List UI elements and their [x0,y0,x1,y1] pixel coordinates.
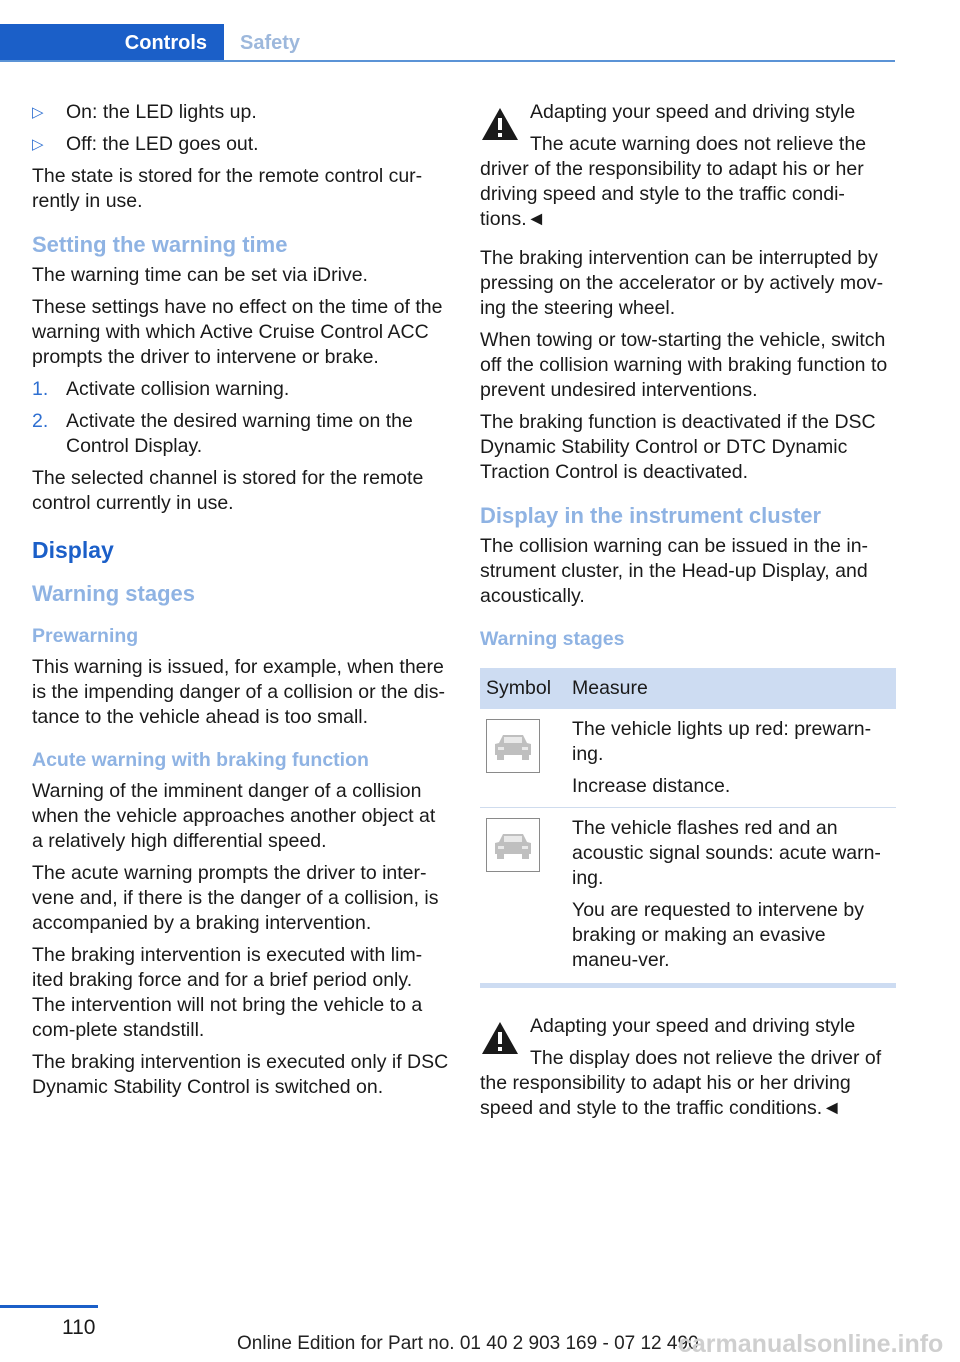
warning-text: The display does not relieve the driver of the responsibility to adapt his or her driving speed and style to the traffic conditions.◄ [480,1047,882,1119]
paragraph: When towing or tow-starting the vehicle, switch off the collision warning with braking function to prevent undesired interventions. [480,329,888,401]
symbol-cell [480,709,566,808]
paragraph: The braking intervention is executed with lim-ited braking force and for a brief period only. The intervention will not bring the vehicle to a com-plete standstill. [32,944,423,1041]
header-tabs [0,24,895,62]
table-row [480,709,896,808]
car-front-icon [486,719,540,773]
heading-warning-stages: Warning stages [32,581,195,606]
watermark: carmanualsonline.info [678,1330,944,1358]
paragraph: The selected channel is stored for the remote control currently in use. [32,467,424,514]
measure-cell: The vehicle lights up red: prewarn-ing. Increase distance. [566,709,896,808]
step-number: 1. [32,378,49,400]
list-item: ▷ Off: the LED goes out. [32,133,259,155]
footer-divider [0,1305,98,1308]
right-column [480,100,896,1135]
triangle-right-icon: ▷ [32,136,44,153]
warning-stages-table [480,668,896,988]
paragraph: Warning of the imminent danger of a collision when the vehicle approaches another object at a relatively high differential speed. [32,780,436,852]
warning-note [480,100,896,232]
heading-warning-stages: Warning stages [480,628,625,650]
list-item: ▷ On: the LED lights up. [32,101,257,123]
warning-text: The acute warning does not relieve the driver of the responsibility to adapt his or her driving speed and style to the traffic condi-tions.◄ [480,133,867,230]
header-divider [0,60,895,62]
step-item: 2. Activate the desired warning time on the Control Display. [32,410,413,457]
paragraph: The braking intervention can be interrupted by pressing on the accelerator or by actively mov-ing the steering wheel. [480,247,884,319]
symbol-cell [480,808,566,986]
paragraph: The braking function is deactivated if the DSC Dynamic Stability Control or DTC Dynamic Traction Control is deactivated. [480,411,876,483]
table-header-row [480,668,896,709]
tab-safety[interactable]: Safety [240,31,301,54]
column-header-measure: Measure [566,668,896,709]
tab-controls[interactable]: Controls [0,24,224,62]
column-header-symbol: Symbol [480,668,566,709]
warning-triangle-icon [480,1020,520,1056]
warning-note [480,1014,896,1121]
heading-display: Display [32,537,114,563]
left-column [32,100,450,1107]
paragraph: The braking intervention is executed only if DSC Dynamic Stability Control is switched on. [32,1051,449,1098]
step-item: 1. Activate collision warning. [32,378,290,400]
table-row [480,808,896,986]
paragraph: The acute warning prompts the driver to inter-vene and, if there is the danger of a collision, is accompanied by a braking intervention. [32,862,439,934]
paragraph-state: The state is stored for the remote control cur-rently in use. [32,165,423,212]
warning-title: Adapting your speed and driving style [530,1015,856,1037]
page-number: 110 [62,1316,96,1339]
heading-acute-warning: Acute warning with braking function [32,749,369,771]
step-number: 2. [32,410,49,432]
paragraph: The collision warning can be issued in the in-strument cluster, in the Head-up Display, and acoustically. [480,535,869,607]
triangle-right-icon: ▷ [32,104,44,121]
warning-triangle-icon [480,106,520,142]
paragraph: This warning is issued, for example, when there is the impending danger of a collision or the dis-tance to the vehicle ahead is too small. [32,656,445,728]
paragraph: The warning time can be set via iDrive. [32,264,368,286]
warning-title: Adapting your speed and driving style [530,101,856,123]
paragraph: These settings have no effect on the time of the warning with which Active Cruise Control ACC prompts the driver to intervene or brake. [32,296,443,368]
measure-cell: The vehicle flashes red and an acoustic signal sounds: acute warn-ing. You are requested to intervene by braking or making an evasive maneu-ver. [566,808,896,986]
car-front-icon [486,818,540,872]
heading-prewarning: Prewarning [32,625,139,647]
edition-text: Online Edition for Part no. 01 40 2 903 169 - 07 12 490 [237,1333,699,1354]
heading-display-instrument-cluster: Display in the instrument cluster [480,503,822,528]
heading-setting-warning-time: Setting the warning time [32,232,288,257]
